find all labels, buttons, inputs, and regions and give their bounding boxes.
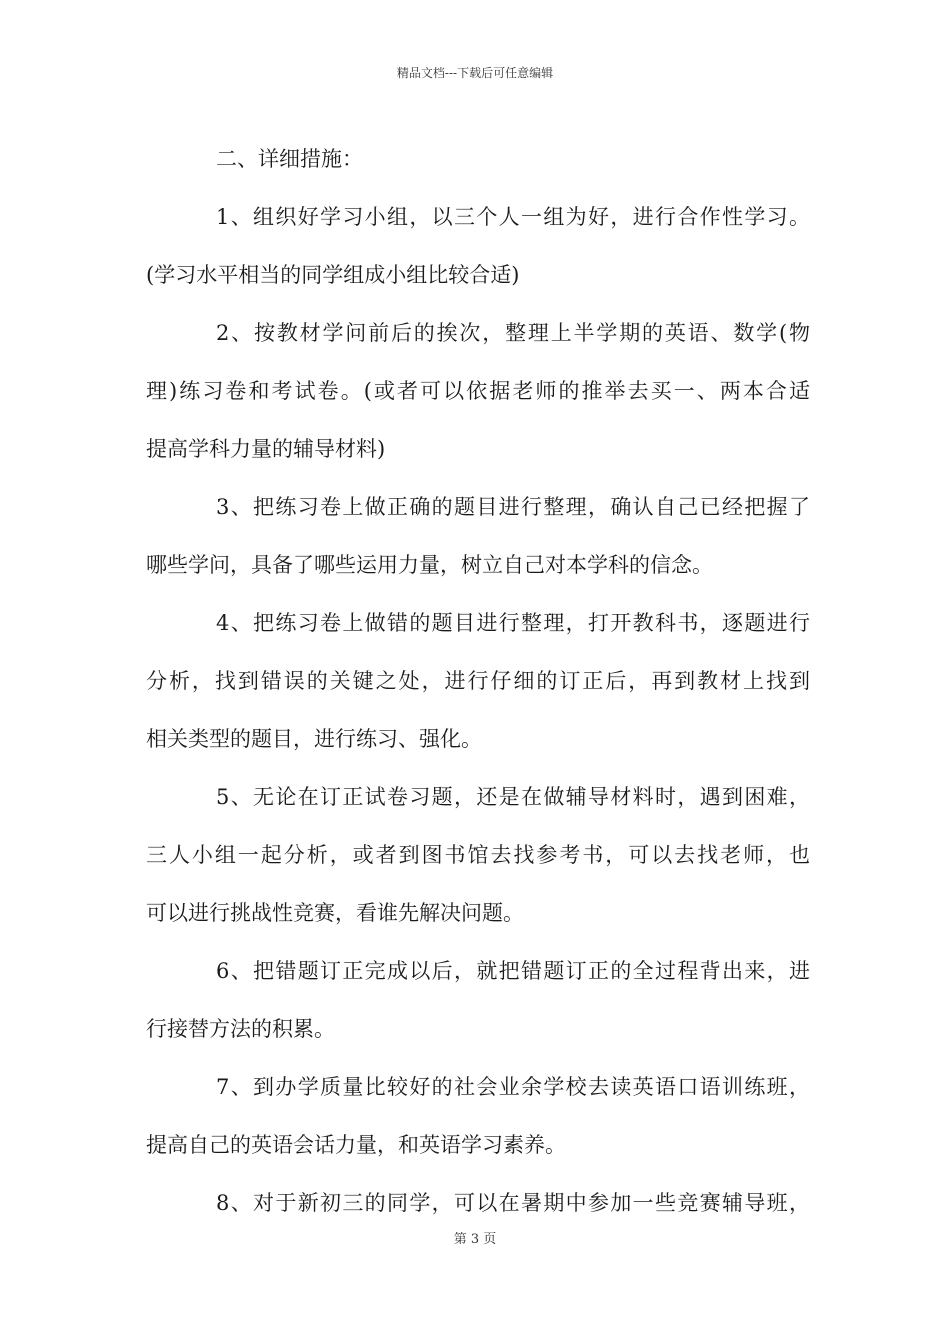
section-heading	[146, 130, 810, 188]
page-header: 精品文档---下载后可任意编辑	[396, 66, 554, 80]
paragraph-item-1	[146, 188, 810, 304]
paragraph-item-6	[146, 942, 810, 1058]
text-line: 1、组织好学习小组，以三个人一组为好，进行合作性学习。	[216, 205, 810, 229]
paragraph-item-5	[146, 768, 810, 942]
text-line: 相关类型的题目，进行练习、强化。	[146, 727, 482, 751]
text-line: 可以进行挑战性竞赛，看谁先解决问题。	[146, 901, 524, 925]
text-line: 理)练习卷和考试卷。(或者可以依据老师的推举去买一、两本合适	[146, 379, 810, 403]
text-line: 哪些学问，具备了哪些运用力量，树立自己对本学科的信念。	[146, 553, 713, 577]
text-line: (学习水平相当的同学组成小组比较合适)	[146, 263, 520, 287]
paragraph-item-7	[146, 1058, 810, 1174]
text-line: 提高学科力量的辅导材料)	[146, 437, 386, 461]
text-line: 3、把练习卷上做正确的题目进行整理，确认自己已经把握了	[216, 495, 810, 519]
text-line: 三人小组一起分析，或者到图书馆去找参考书，可以去找老师，也	[146, 843, 810, 867]
paragraph-item-2	[146, 304, 810, 478]
text-line: 8、对于新初三的同学，可以在暑期中参加一些竞赛辅导班，	[216, 1191, 810, 1215]
text-line: 4、把练习卷上做错的题目进行整理，打开教科书，逐题进行	[216, 611, 810, 635]
text-line: 分析，找到错误的关键之处，进行仔细的订正后，再到教材上找到	[146, 669, 810, 693]
text-line: 2、按教材学问前后的挨次，整理上半学期的英语、数学(物	[216, 321, 810, 345]
text-line: 提高自己的英语会话力量，和英语学习素养。	[146, 1133, 566, 1157]
text-line: 二、详细措施：	[216, 147, 363, 171]
paragraph-item-4	[146, 594, 810, 768]
text-line: 5、无论在订正试卷习题，还是在做辅导材料时，遇到困难，	[216, 785, 810, 809]
paragraph-item-8	[146, 1174, 810, 1232]
text-line: 行接替方法的积累。	[146, 1017, 335, 1041]
paragraph-item-3	[146, 478, 810, 594]
text-line: 6、把错题订正完成以后，就把错题订正的全过程背出来，进	[216, 959, 810, 983]
text-line: 7、到办学质量比较好的社会业余学校去读英语口语训练班，	[216, 1075, 810, 1099]
page-number: 第 3 页	[453, 1232, 497, 1247]
document-body	[146, 130, 810, 1232]
